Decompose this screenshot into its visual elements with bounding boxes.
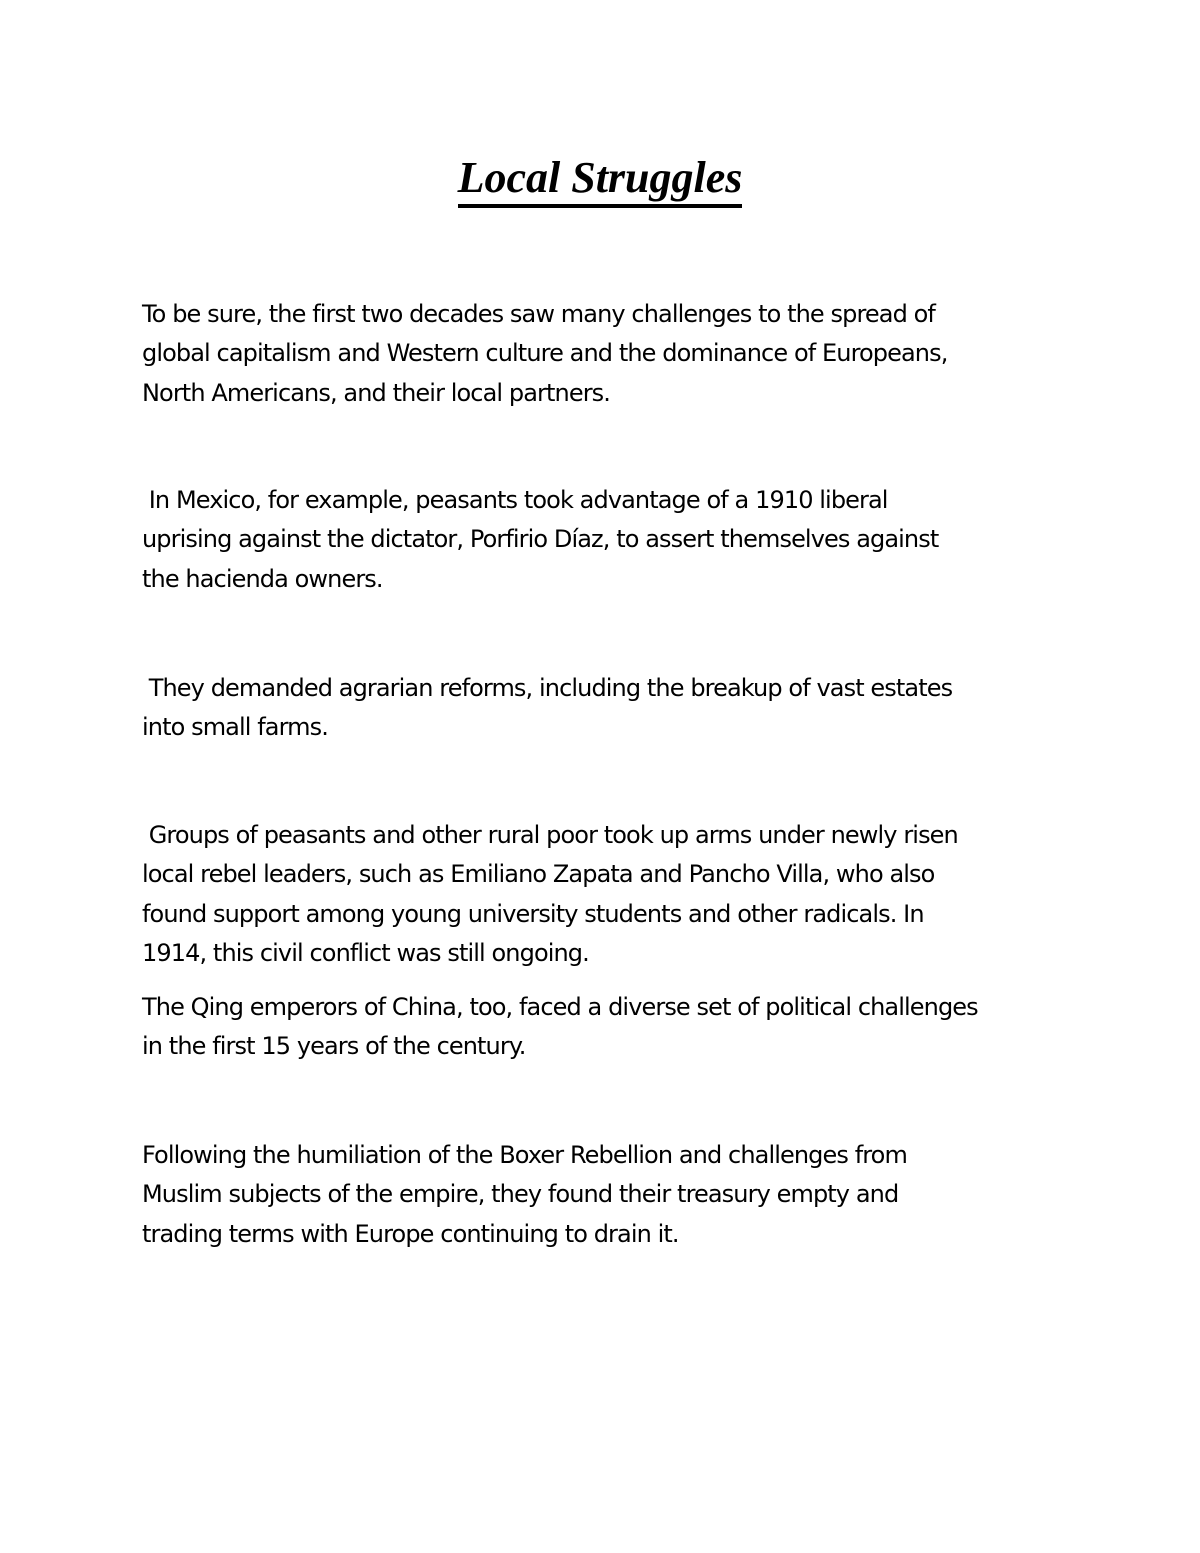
paragraph-rebel-leaders: Groups of peasants and other rural poor took up arms under newly risen local rebel leaders, such as Emiliano Zapata and Pancho Villa, who also found support among young university students and other radicals. In 1914, this civil conflict was still ongoing. — [142, 821, 958, 967]
paragraph-boxer-rebellion: Following the humiliation of the Boxer Rebellion and challenges from Muslim subjects of the empire, they found their treasury empty and trading terms with Europe continuing to drain it. — [142, 1141, 907, 1248]
paragraph-intro: To be sure, the first two decades saw many challenges to the spread of global capitalism and Western culture and the dominance of Europeans, North Americans, and their local partners. — [142, 300, 948, 407]
paragraph-qing-emperors: The Qing emperors of China, too, faced a diverse set of political challenges in the first 15 years of the century. — [142, 993, 978, 1061]
paragraph-agrarian-reforms: They demanded agrarian reforms, including the breakup of vast estates into small farms. — [142, 674, 953, 742]
paragraph-mexico-uprising: In Mexico, for example, peasants took advantage of a 1910 liberal uprising against the dictator, Porfirio Díaz, to assert themselves against the hacienda owners. — [142, 486, 939, 593]
document-title-text: Local Struggles — [458, 154, 743, 208]
document-title — [0, 148, 1200, 208]
